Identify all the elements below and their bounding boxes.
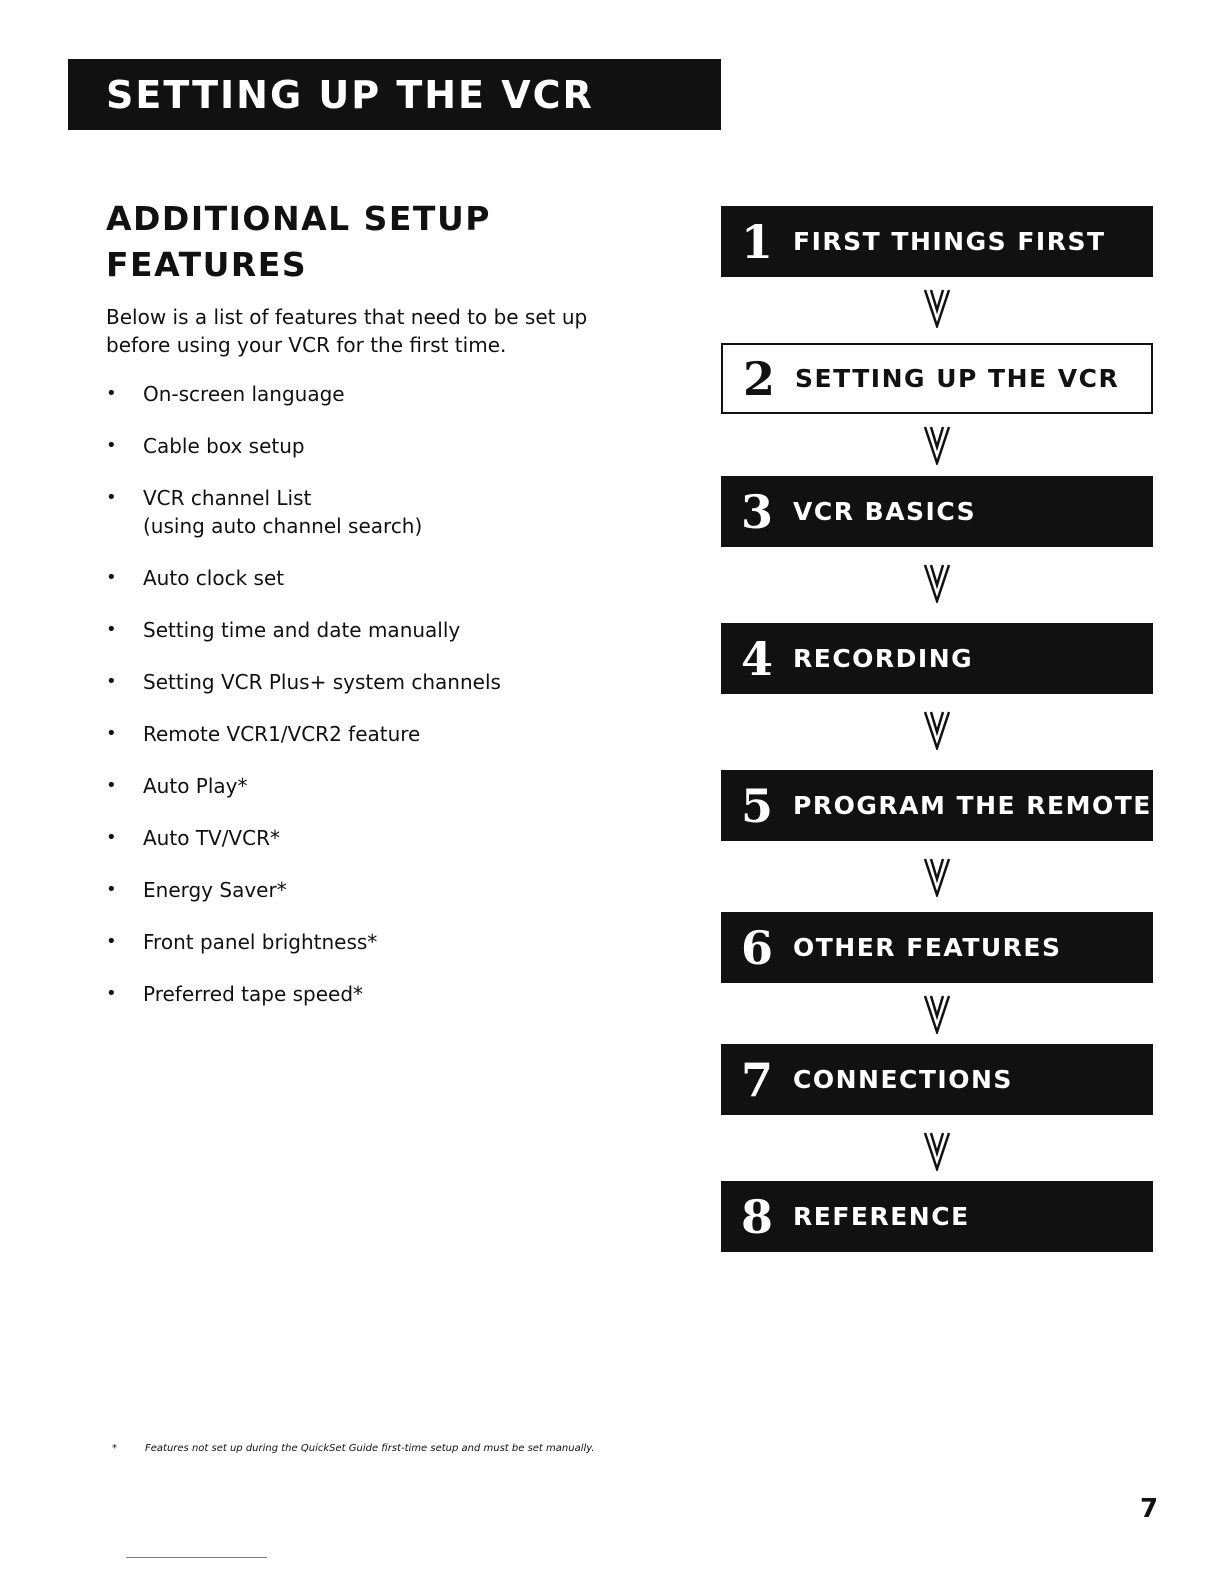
down-arrow-icon <box>922 286 952 328</box>
bullet-icon: • <box>106 619 117 640</box>
feature-item <box>106 668 606 696</box>
step-label: REFERENCE <box>793 1202 970 1231</box>
section-title-line-2: FEATURES <box>106 245 308 284</box>
step-label: CONNECTIONS <box>793 1065 1013 1094</box>
section-title <box>106 196 626 288</box>
step-number: 7 <box>740 1052 773 1107</box>
step-number: 4 <box>740 631 773 686</box>
step-number: 1 <box>740 214 773 269</box>
feature-text: Preferred tape speed* <box>143 982 364 1006</box>
chapter-step-program-the-remote <box>721 770 1153 841</box>
feature-text: Cable box setup <box>143 434 305 458</box>
down-arrow-icon <box>922 423 952 465</box>
feature-text: Auto Play* <box>143 774 248 798</box>
page-number: 7 <box>1140 1494 1159 1524</box>
step-label: SETTING UP THE VCR <box>795 364 1120 393</box>
step-label: VCR BASICS <box>793 497 977 526</box>
feature-item <box>106 432 606 460</box>
footnote <box>112 1443 812 1454</box>
footnote-asterisk: * <box>112 1443 117 1454</box>
feature-item <box>106 928 606 956</box>
chapter-step-recording <box>721 623 1153 694</box>
step-number: 5 <box>740 778 773 833</box>
bullet-icon: • <box>106 827 117 848</box>
feature-item <box>106 772 606 800</box>
section-title-line-1: ADDITIONAL SETUP <box>106 199 491 238</box>
step-label: RECORDING <box>793 644 974 673</box>
feature-item <box>106 484 606 540</box>
chapter-step-reference <box>721 1181 1153 1252</box>
chapter-step-connections <box>721 1044 1153 1115</box>
feature-text: Auto TV/VCR* <box>143 826 280 850</box>
bullet-icon: • <box>106 671 117 692</box>
feature-text: On-screen language <box>143 382 345 406</box>
step-number: 3 <box>740 484 773 539</box>
chapter-step-setting-up-the-vcr <box>721 343 1153 414</box>
bullet-icon: • <box>106 931 117 952</box>
footnote-text: Features not set up during the QuickSet Guide first-time setup and must be set manually. <box>145 1443 595 1454</box>
bullet-icon: • <box>106 567 117 588</box>
chapter-step-vcr-basics <box>721 476 1153 547</box>
down-arrow-icon <box>922 561 952 603</box>
feature-item <box>106 720 606 748</box>
down-arrow-icon <box>922 708 952 750</box>
step-number: 6 <box>740 920 773 975</box>
down-arrow-icon <box>922 1129 952 1171</box>
feature-item <box>106 564 606 592</box>
intro-paragraph: Below is a list of features that need to be set up before using your VCR for the first time. <box>106 305 588 357</box>
step-number: 2 <box>742 351 775 406</box>
step-label: PROGRAM THE REMOTE <box>793 791 1152 820</box>
feature-text: Energy Saver* <box>143 878 287 902</box>
feature-text: VCR channel List (using auto channel search) <box>143 486 423 538</box>
feature-text: Setting VCR Plus+ system channels <box>143 670 501 694</box>
feature-item <box>106 616 606 644</box>
chapter-header-bar <box>68 59 721 130</box>
bullet-icon: • <box>106 775 117 796</box>
step-label: FIRST THINGS FIRST <box>793 227 1106 256</box>
step-number: 8 <box>740 1189 773 1244</box>
down-arrow-icon <box>922 992 952 1034</box>
bullet-icon: • <box>106 487 117 508</box>
bullet-icon: • <box>106 983 117 1004</box>
feature-text: Auto clock set <box>143 566 285 590</box>
feature-text: Remote VCR1/VCR2 feature <box>143 722 421 746</box>
feature-item <box>106 380 606 408</box>
feature-item <box>106 980 606 1008</box>
feature-item <box>106 824 606 852</box>
bottom-rule <box>126 1557 267 1558</box>
feature-item <box>106 876 606 904</box>
feature-text: Setting time and date manually <box>143 618 461 642</box>
chapter-step-first-things-first <box>721 206 1153 277</box>
down-arrow-icon <box>922 855 952 897</box>
bullet-icon: • <box>106 879 117 900</box>
bullet-icon: • <box>106 723 117 744</box>
chapter-title: SETTING UP THE VCR <box>106 72 594 117</box>
step-label: OTHER FEATURES <box>793 933 1062 962</box>
bullet-icon: • <box>106 435 117 456</box>
feature-list <box>106 380 606 1032</box>
feature-text: Front panel brightness* <box>143 930 378 954</box>
chapter-step-other-features <box>721 912 1153 983</box>
bullet-icon: • <box>106 383 117 404</box>
